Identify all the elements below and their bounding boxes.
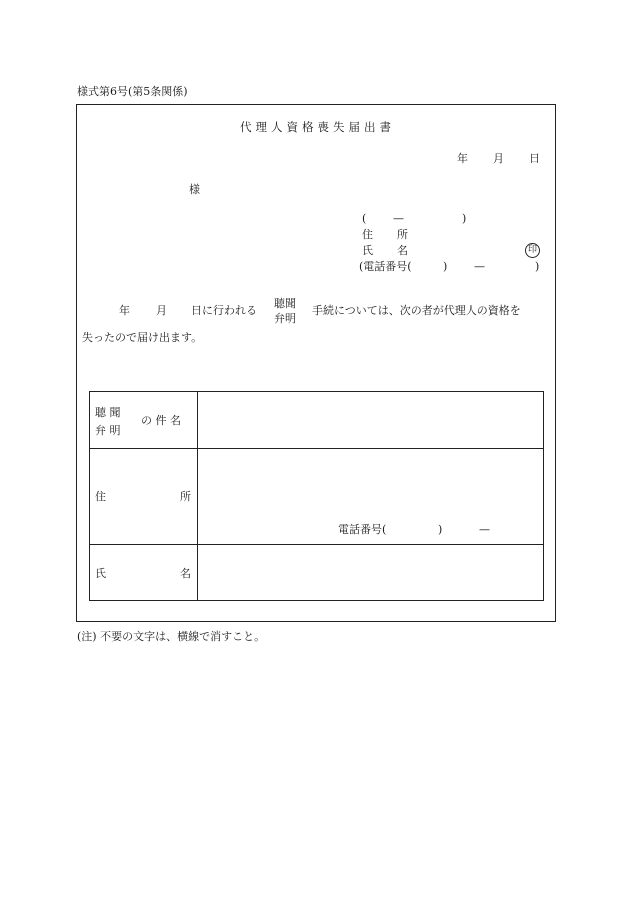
statement-line2: 失ったので届け出ます。 (82, 331, 203, 344)
address-phone-mid: ) (438, 523, 443, 536)
addressee-honorific: 様 (189, 183, 200, 196)
date-day: 日 (529, 152, 540, 165)
statement-year: 年 (119, 304, 130, 317)
case-name-field[interactable] (198, 392, 543, 448)
seal-mark-icon: 印 (525, 243, 540, 258)
applicant-name-label-b: 名 (397, 244, 408, 257)
postal-close: ) (462, 212, 467, 225)
name-field[interactable] (198, 545, 543, 600)
applicant-address-label-a: 住 (362, 228, 373, 241)
applicant-phone-dash: — (474, 260, 485, 273)
postal-dash: — (393, 212, 404, 225)
form-title: 代理人資格喪失届出書 (240, 120, 395, 134)
applicant-phone-close: ) (535, 260, 540, 273)
applicant-name-label-a: 氏 (362, 244, 373, 257)
name-row-right-label: 名 (180, 567, 191, 580)
case-row-top-label: 聴 聞 (95, 406, 121, 419)
footnote: (注) 不要の文字は、横線で消すこと。 (77, 630, 266, 643)
case-row-suffix-label: の 件 名 (141, 414, 181, 427)
statement-line1-suffix: 手続については、次の者が代理人の資格を (312, 304, 521, 317)
form-number-label: 様式第6号(第5条関係) (77, 85, 188, 98)
statement-day-prefix: 日に行われる (191, 304, 257, 317)
date-month: 月 (493, 152, 504, 165)
address-row-left-label: 住 (95, 490, 106, 503)
address-phone-label: 電話番号( (338, 523, 387, 536)
address-row-right-label: 所 (180, 490, 191, 503)
info-table (89, 391, 544, 601)
applicant-address-label-b: 所 (397, 228, 408, 241)
statement-month: 月 (156, 304, 167, 317)
case-row-bottom-label: 弁 明 (95, 424, 121, 437)
date-year: 年 (457, 152, 468, 165)
statement-type-bottom: 弁明 (274, 312, 296, 325)
applicant-phone-label: (電話番号( (359, 260, 412, 273)
statement-type-top: 聴聞 (274, 297, 296, 310)
applicant-phone-mid: ) (443, 260, 448, 273)
name-row-left-label: 氏 (95, 567, 106, 580)
address-phone-dash: — (479, 523, 490, 536)
postal-open: ( (362, 212, 367, 225)
